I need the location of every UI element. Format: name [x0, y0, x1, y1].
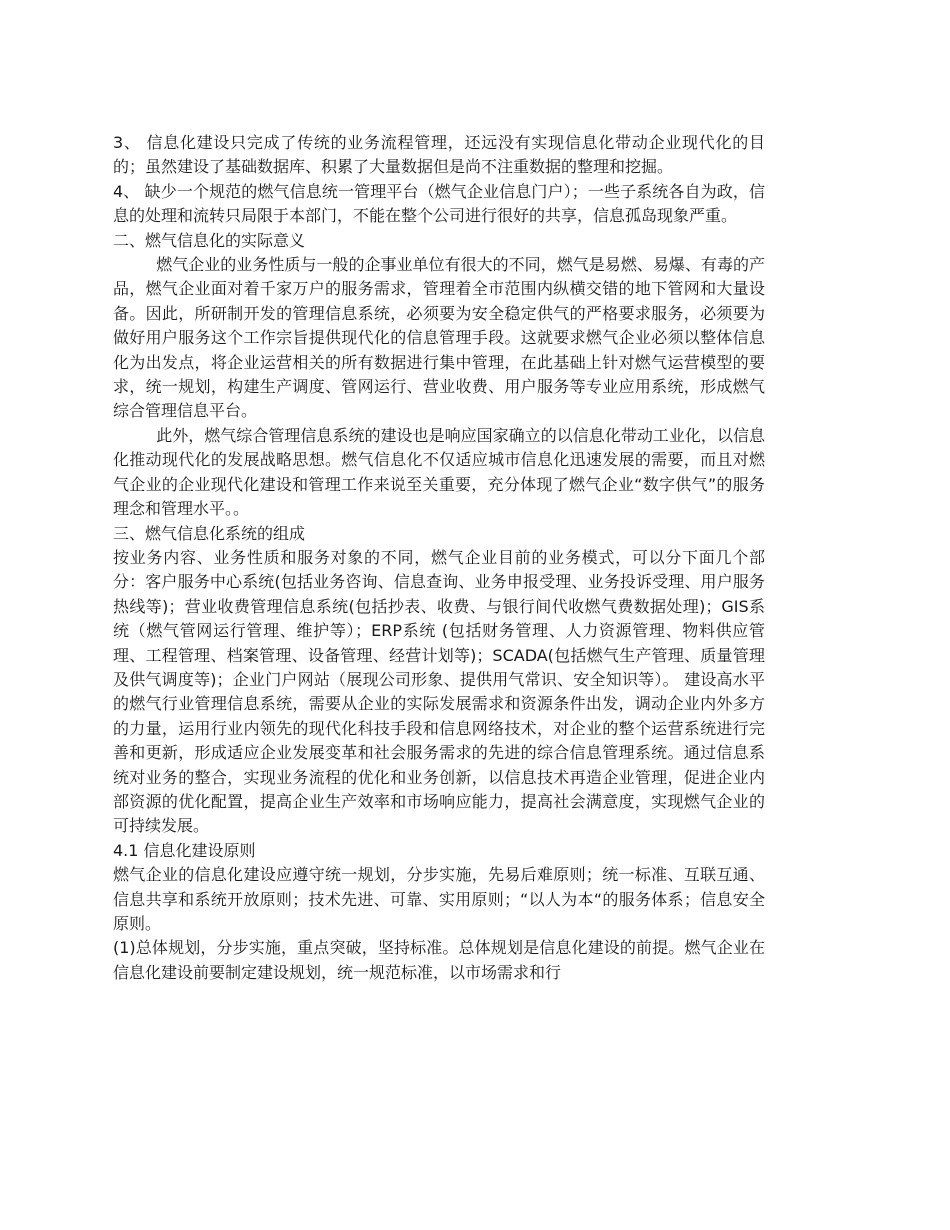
paragraph-principles: 燃气企业的信息化建设应遵守统一规划，分步实施，先易后难原则；统一标准、互联互通、信息共享和系统开放原则；技术先进、可靠、实用原则；“以人为本“的服务体系；信息安全原则。	[113, 865, 765, 933]
subsection-heading-4-1: 4.1 信息化建设原则	[113, 840, 256, 860]
paragraph-significance-1: 燃气企业的业务性质与一般的企事业单位有很大的不同，燃气是易燃、易爆、有毒的产品，燃气企业面对着千家万户的服务需求，管理着全市范围内纵横交错的地下管网和大量设备。因此，所研制开发的管理信息系统，必须要为安全稳定供气的严格要求服务，必须要为做好用户服务这个工作宗旨提供现代化的信息管理手段。这就要求燃气企业必须以整体信息化为出发点，将企业运营相关的所有数据进行集中管理，在此基础上针对燃气运营模型的要求，统一规划，构建生产调度、管网运行、营业收费、用户服务等专业应用系统，形成燃气综合管理信息平台。	[113, 255, 765, 421]
paragraph-problem-4: 4、 缺少一个规范的燃气信息统一管理平台（燃气企业信息门户）；一些子系统各自为政，信息的处理和流转只局限于本部门，不能在整个公司进行很好的共享，信息孤岛现象严重。	[113, 181, 765, 226]
paragraph-composition: 按业务内容、业务性质和服务对象的不同，燃气企业目前的业务模式，可以分下面几个部分：客户服务中心系统(包括业务咨询、信息查询、业务申报受理、业务投诉受理、用户服务热线等)；营业收费管理信息系统(包括抄表、收费、与银行间代收燃气费数据处理)；GIS系统（燃气管网运行管理、维护等）；ERP系统 (包括财务管理、人力资源管理、物料供应管理、工程管理、档案管理、设备管理、经营计划等)；SCADA(包括燃气生产管理、质量管理及供气调度等)；企业门户网站（展现公司形象、提供用气常识、安全知识等）。 建设高水平的燃气行业管理信息系统，需要从企业的实际发展需求和资源条件出发，调动企业内外多方的力量，运用行业内领先的现代化科技手段和信息网络技术，对企业的整个运营系统进行完善和更新，形成适应企业发展变革和社会服务需求的先进的综合信息管理系统。通过信息系统对业务的整合，实现业务流程的优化和业务创新，以信息技术再造企业管理，促进企业内部资源的优化配置，提高企业生产效率和市场响应能力，提高社会满意度，实现燃气企业的可持续发展。	[113, 547, 765, 836]
document-body	[113, 131, 765, 985]
paragraph-principle-1: (1)总体规划，分步实施，重点突破，坚持标准。总体规划是信息化建设的前提。燃气企业在信息化建设前要制定建设规划，统一规范标准，以市场需求和行	[113, 938, 765, 982]
section-heading-composition: 三、燃气信息化系统的组成	[113, 523, 306, 543]
paragraph-problem-3: 3、 信息化建设只完成了传统的业务流程管理，还远没有实现信息化带动企业现代化的目的；虽然建设了基础数据库、积累了大量数据但是尚不注重数据的整理和挖掘。	[113, 133, 765, 177]
section-heading-significance: 二、燃气信息化的实际意义	[113, 230, 306, 250]
paragraph-significance-2: 此外，燃气综合管理信息系统的建设也是响应国家确立的以信息化带动工业化，以信息化推动现代化的发展战略思想。燃气信息化不仅适应城市信息化迅速发展的需要，而且对燃气企业的企业现代化建设和管理工作来说至关重要，充分体现了燃气企业“数字供气”的服务理念和管理水平。。	[113, 425, 765, 519]
